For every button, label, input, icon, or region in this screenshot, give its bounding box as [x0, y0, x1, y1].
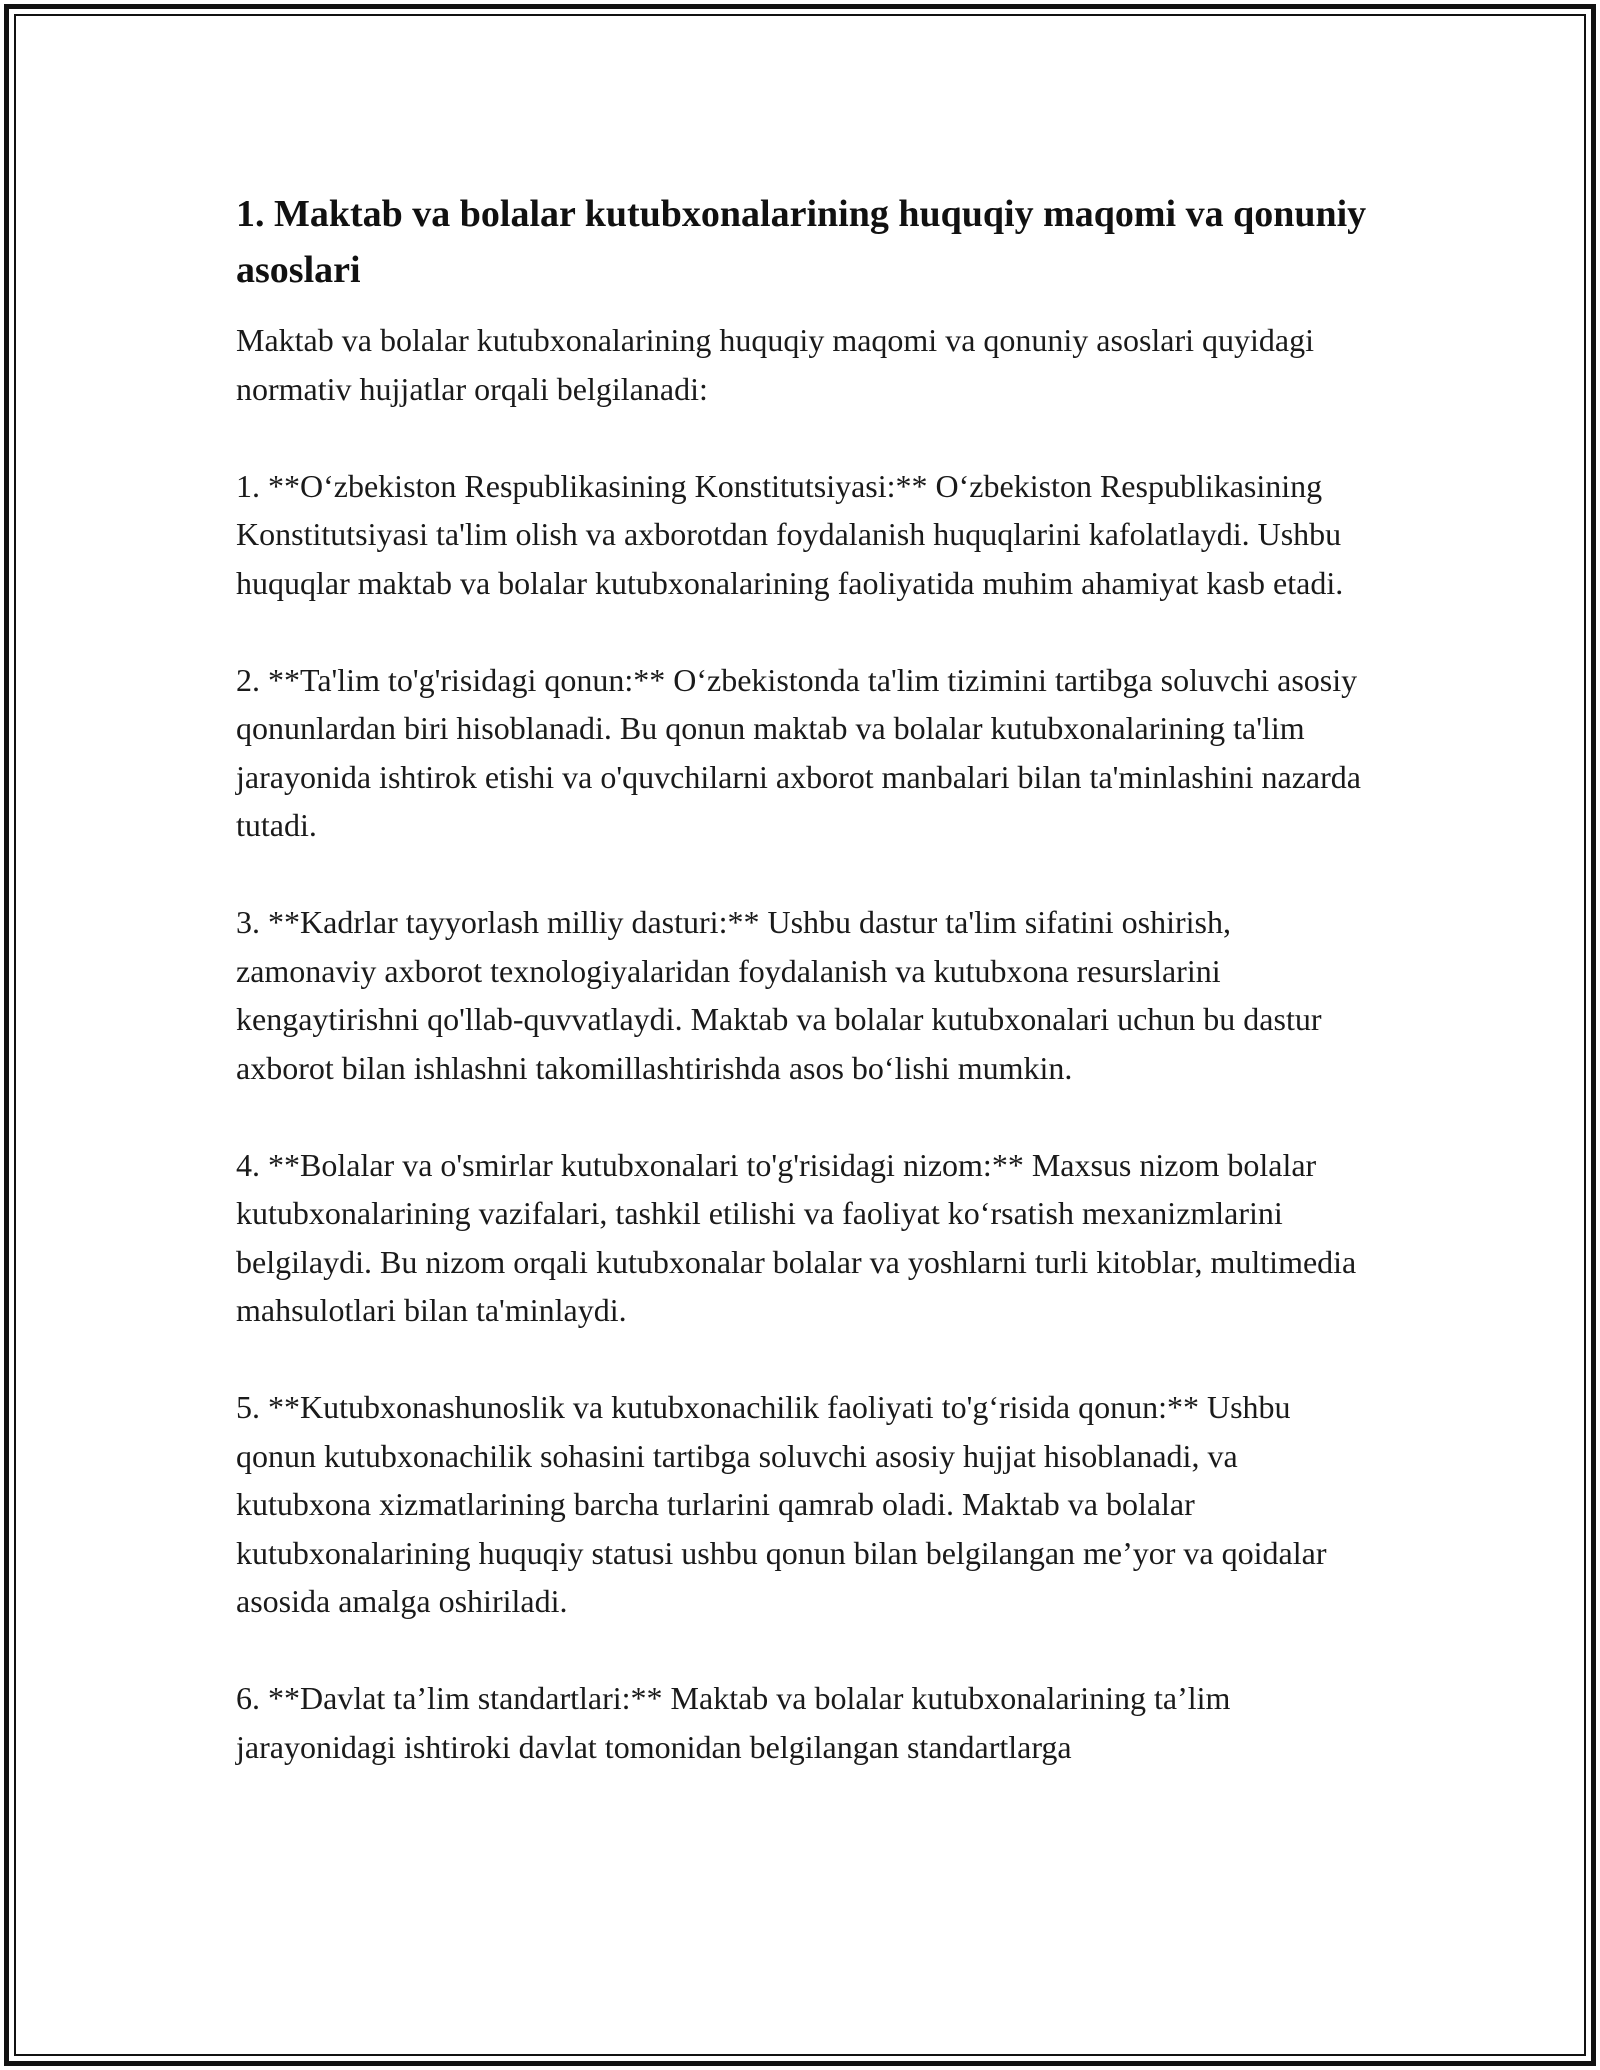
list-item: 3. **Kadrlar tayyorlash milliy dasturi:** Ushbu dastur ta'lim sifatini oshirish, zamonaviy axborot texnologiyalaridan foydalanish va kutubxona resurslarini kengaytirishni qo'llab-quvvatlaydi. Maktab va bolalar kutubxonalari uchun bu dastur axborot bilan ishlashni takomillashtirishda asos bo‘lishi mumkin. [236, 904, 1322, 1086]
document-title: 1. Maktab va bolalar kutubxonalarining huquqiy maqomi va qonuniy asoslari [236, 193, 1367, 291]
list-item: 1. **O‘zbekiston Respublikasining Konstitutsiyasi:** O‘zbekiston Respublikasining Konstitutsiyasi ta'lim olish va axborotdan foydalanish huquqlarini kafolatlaydi. Ushbu huquqlar maktab va bolalar kutubxonalarining faoliyatida muhim ahamiyat kasb etadi. [236, 467, 1344, 601]
list-item: 6. **Davlat ta’lim standartlari:** Maktab va bolalar kutubxonalarining ta’lim jarayonidagi ishtiroki davlat tomonidan belgilangan standartlarga [236, 1680, 1231, 1765]
document-body [236, 186, 1376, 1820]
intro-paragraph: Maktab va bolalar kutubxonalarining huquqiy maqomi va qonuniy asoslari quyidagi normativ hujjatlar orqali belgilanadi: [236, 322, 1315, 407]
list-item: 4. **Bolalar va o'smirlar kutubxonalari to'g'risidagi nizom:** Maxsus nizom bolalar kutubxonalarining vazifalari, tashkil etilishi va faoliyat ko‘rsatish mexanizmlarini belgilaydi. Bu nizom orqali kutubxonalar bolalar va yoshlarni turli kitoblar, multimedia mahsulotlari bilan ta'minlaydi. [236, 1146, 1357, 1328]
list-item: 5. **Kutubxonashunoslik va kutubxonachilik faoliyati to'g‘risida qonun:** Ushbu qonun kutubxonachilik sohasini tartibga soluvchi asosiy hujjat hisoblanadi, va kutubxona xizmatlarining barcha turlarini qamrab oladi. Maktab va bolalar kutubxonalarining huquqiy statusi ushbu qonun bilan belgilangan me’yor va qoidalar asosida amalga oshiriladi. [236, 1389, 1327, 1619]
list-item: 2. **Ta'lim to'g'risidagi qonun:** O‘zbekistonda ta'lim tizimini tartibga soluvchi asosiy qonunlardan biri hisoblanadi. Bu qonun maktab va bolalar kutubxonalarining ta'lim jarayonida ishtirok etishi va o'quvchilarni axborot manbalari bilan ta'minlashini nazarda tutadi. [236, 661, 1361, 843]
